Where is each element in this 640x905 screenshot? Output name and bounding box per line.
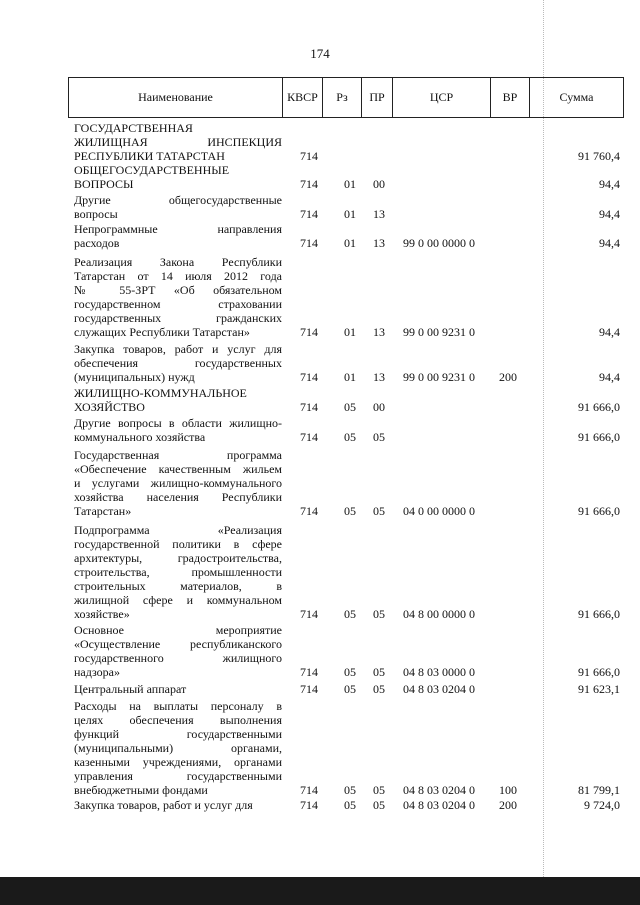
- row-name-line: ЖИЛИЩНАЯ ИНСПЕКЦИЯ: [74, 135, 282, 149]
- row-name-line: функций государственными: [74, 727, 282, 741]
- row-name-line: ХОЗЯЙСТВО: [74, 400, 145, 414]
- row-kvsr: 714: [300, 400, 318, 414]
- table-row: [0, 798, 640, 812]
- row-sum: 91 760,4: [578, 149, 620, 163]
- row-csr: 04 8 03 0204 0: [403, 783, 475, 797]
- row-name-line: надзора»: [74, 665, 120, 679]
- row-sum: 91 623,1: [578, 682, 620, 696]
- row-name-line: государственном страховании: [74, 297, 282, 311]
- row-name-line: Татарстан»: [74, 504, 132, 518]
- table-row: [0, 121, 640, 163]
- header-vr: ВР: [491, 78, 530, 117]
- row-name-line: Государственная программа: [74, 448, 282, 462]
- row-csr: 04 0 00 0000 0: [403, 504, 475, 518]
- row-kvsr: 714: [300, 325, 318, 339]
- row-name-line: государственной политики в сфере: [74, 537, 282, 551]
- row-name: [74, 222, 282, 250]
- row-name-line: ВОПРОСЫ: [74, 177, 134, 191]
- row-rz: 05: [344, 798, 356, 812]
- row-csr: 99 0 00 9231 0: [403, 370, 475, 384]
- row-pr: 05: [373, 430, 385, 444]
- row-kvsr: 714: [300, 177, 318, 191]
- row-name-line: Закупка товаров, работ и услуг для: [74, 342, 282, 356]
- row-name-line: Расходы на выплаты персоналу в: [74, 699, 282, 713]
- row-name-line: Другие вопросы в области жилищно-: [74, 416, 282, 430]
- row-name-line: Татарстан от 14 июля 2012 года: [74, 269, 282, 283]
- row-pr: 05: [373, 504, 385, 518]
- row-csr: 04 8 03 0000 0: [403, 665, 475, 679]
- row-rz: 05: [344, 682, 356, 696]
- row-sum: 94,4: [599, 177, 620, 191]
- row-vr: 200: [499, 370, 517, 384]
- row-name: [74, 416, 282, 444]
- row-sum: 91 666,0: [578, 430, 620, 444]
- row-name-line: целях обеспечения выполнения: [74, 713, 282, 727]
- row-pr: 05: [373, 798, 385, 812]
- row-name-line: Непрограммные направления: [74, 222, 282, 236]
- row-name-line: государственного жилищного: [74, 651, 282, 665]
- row-name-line: «Обеспечение качественным жильем: [74, 462, 282, 476]
- row-name: [74, 623, 282, 679]
- row-name: [74, 386, 282, 414]
- row-sum: 94,4: [599, 236, 620, 250]
- row-rz: 01: [344, 325, 356, 339]
- header-sum: Сумма: [559, 90, 594, 104]
- row-name-line: государственных гражданских: [74, 311, 282, 325]
- table-row: [0, 342, 640, 384]
- row-sum: 91 666,0: [578, 504, 620, 518]
- row-pr: 05: [373, 665, 385, 679]
- row-name: [74, 448, 282, 518]
- row-name-line: казенными учреждениями, органами: [74, 755, 282, 769]
- row-name-line: РЕСПУБЛИКИ ТАТАРСТАН: [74, 149, 225, 163]
- row-name-line: Центральный аппарат: [74, 682, 187, 696]
- row-pr: 13: [373, 325, 385, 339]
- row-name: [74, 798, 282, 812]
- row-pr: 00: [373, 400, 385, 414]
- row-pr: 13: [373, 370, 385, 384]
- row-kvsr: 714: [300, 207, 318, 221]
- header-pr: ПР: [362, 78, 393, 117]
- row-sum: 94,4: [599, 325, 620, 339]
- table-header: [68, 77, 624, 118]
- row-csr: 04 8 03 0204 0: [403, 682, 475, 696]
- row-sum: 9 724,0: [584, 798, 620, 812]
- row-name-line: Реализация Закона Республики: [74, 255, 282, 269]
- header-name: Наименование: [69, 78, 283, 117]
- row-name: [74, 255, 282, 339]
- row-sum: 94,4: [599, 370, 620, 384]
- table-row: [0, 222, 640, 250]
- row-rz: 05: [344, 783, 356, 797]
- row-name: [74, 163, 282, 191]
- row-sum: 91 666,0: [578, 400, 620, 414]
- header-rz: Рз: [323, 78, 362, 117]
- page-number: 174: [310, 46, 330, 61]
- table-row: [0, 193, 640, 221]
- row-pr: 05: [373, 783, 385, 797]
- row-rz: 05: [344, 430, 356, 444]
- row-name-line: ЖИЛИЩНО-КОММУНАЛЬНОЕ: [74, 386, 247, 400]
- row-name-line: внебюджетными фондами: [74, 783, 208, 797]
- row-kvsr: 714: [300, 504, 318, 518]
- row-csr: 04 8 03 0204 0: [403, 798, 475, 812]
- row-name-line: и услугами жилищно-коммунального: [74, 476, 282, 490]
- row-rz: 01: [344, 207, 356, 221]
- table-row: [0, 699, 640, 797]
- row-name: [74, 121, 282, 163]
- row-sum: 81 799,1: [578, 783, 620, 797]
- row-sum: 94,4: [599, 207, 620, 221]
- row-name-line: хозяйстве»: [74, 607, 130, 621]
- row-name-line: «Осуществление республиканского: [74, 637, 282, 651]
- row-sum: 91 666,0: [578, 665, 620, 679]
- row-name-line: вопросы: [74, 207, 118, 221]
- row-pr: 13: [373, 207, 385, 221]
- row-rz: 01: [344, 177, 356, 191]
- row-csr: 99 0 00 9231 0: [403, 325, 475, 339]
- row-name: [74, 699, 282, 797]
- row-pr: 05: [373, 682, 385, 696]
- row-name-line: служащих Республики Татарстан»: [74, 325, 250, 339]
- row-vr: 100: [499, 783, 517, 797]
- table-row: [0, 386, 640, 414]
- row-name-line: хозяйства населения Республики: [74, 490, 282, 504]
- row-name-line: коммунального хозяйства: [74, 430, 206, 444]
- row-name-line: строительных материалов, в: [74, 579, 282, 593]
- row-rz: 05: [344, 400, 356, 414]
- table-row: [0, 682, 640, 696]
- row-name-line: обеспечения государственных: [74, 356, 282, 370]
- row-kvsr: 714: [300, 783, 318, 797]
- row-sum: 91 666,0: [578, 607, 620, 621]
- row-name: [74, 682, 282, 696]
- row-rz: 01: [344, 236, 356, 250]
- scan-border: [0, 877, 640, 905]
- row-name-line: ГОСУДАРСТВЕННАЯ: [74, 121, 193, 135]
- row-pr: 13: [373, 236, 385, 250]
- row-name-line: (муниципальными) органами,: [74, 741, 282, 755]
- row-rz: 01: [344, 370, 356, 384]
- row-rz: 05: [344, 607, 356, 621]
- row-kvsr: 714: [300, 149, 318, 163]
- row-csr: 99 0 00 0000 0: [403, 236, 475, 250]
- row-kvsr: 714: [300, 798, 318, 812]
- header-csr: ЦСР: [393, 78, 491, 117]
- row-name-line: № 55-ЗРТ «Об обязательном: [74, 283, 282, 297]
- row-name-line: Подпрограмма «Реализация: [74, 523, 282, 537]
- row-name-line: Основное мероприятие: [74, 623, 282, 637]
- table-row: [0, 623, 640, 679]
- row-name-line: архитектуры, градостроительства,: [74, 551, 282, 565]
- row-name: [74, 523, 282, 621]
- table-row: [0, 448, 640, 518]
- table-row: [0, 523, 640, 621]
- table-row: [0, 416, 640, 444]
- row-kvsr: 714: [300, 607, 318, 621]
- row-csr: 04 8 00 0000 0: [403, 607, 475, 621]
- row-name-line: Другие общегосударственные: [74, 193, 282, 207]
- row-name-line: управления государственными: [74, 769, 282, 783]
- row-rz: 05: [344, 665, 356, 679]
- row-kvsr: 714: [300, 430, 318, 444]
- row-kvsr: 714: [300, 236, 318, 250]
- header-kvsr: КВСР: [283, 78, 323, 117]
- row-name-line: ОБЩЕГОСУДАРСТВЕННЫЕ: [74, 163, 230, 177]
- row-name-line: жилищной сфере и коммунальном: [74, 593, 282, 607]
- row-name-line: расходов: [74, 236, 120, 250]
- table-row: [0, 163, 640, 191]
- row-kvsr: 714: [300, 370, 318, 384]
- row-name-line: строительства, промышленности: [74, 565, 282, 579]
- row-vr: 200: [499, 798, 517, 812]
- row-name: [74, 342, 282, 384]
- row-kvsr: 714: [300, 665, 318, 679]
- row-pr: 05: [373, 607, 385, 621]
- row-pr: 00: [373, 177, 385, 191]
- row-name-line: Закупка товаров, работ и услуг для: [74, 798, 253, 812]
- table-row: [0, 255, 640, 339]
- row-rz: 05: [344, 504, 356, 518]
- row-name: [74, 193, 282, 221]
- row-kvsr: 714: [300, 682, 318, 696]
- row-name-line: (муниципальных) нужд: [74, 370, 195, 384]
